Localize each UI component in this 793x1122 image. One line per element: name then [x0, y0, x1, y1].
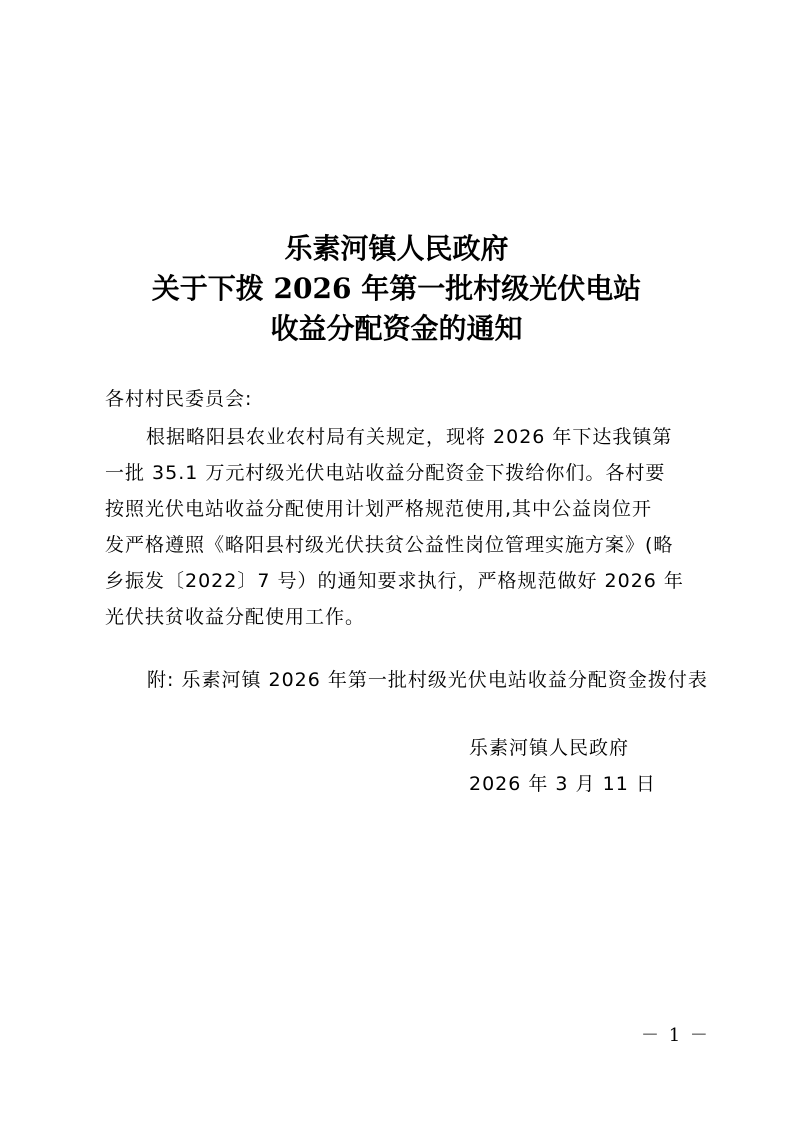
body-line-1: 根据略阳县农业农村局有关规定，现将 2026 年下达我镇第: [146, 426, 673, 448]
body-line-3: 按照光伏电站收益分配使用计划严格规范使用,其中公益岗位开: [105, 498, 653, 520]
body-line-5: 乡振发〔2022〕7 号）的通知要求执行，严格规范做好 2026 年: [105, 570, 684, 592]
title-line-2: 关于下拨 2026 年第一批村级光伏电站: [151, 272, 642, 305]
title-line-1: 乐素河镇人民政府: [284, 232, 509, 265]
signature-date: 2026 年 3 月 11 日: [469, 773, 656, 795]
body-line-4: 发严格遵照《略阳县村级光伏扶贫公益性岗位管理实施方案》(略: [105, 534, 674, 556]
body-line-2: 一批 35.1 万元村级光伏电站收益分配资金下拨给你们。各村要: [105, 462, 666, 484]
salutation: 各村村民委员会:: [105, 388, 253, 410]
title-line-3: 收益分配资金的通知: [270, 312, 523, 345]
signature-organization: 乐素河镇人民政府: [469, 737, 630, 759]
attachment-note: 附: 乐素河镇 2026 年第一批村级光伏电站收益分配资金拨付表: [147, 669, 708, 691]
body-line-6: 光伏扶贫收益分配使用工作。: [105, 606, 366, 628]
page-number: － 1 －: [641, 1025, 710, 1046]
document-title: [0, 229, 793, 349]
